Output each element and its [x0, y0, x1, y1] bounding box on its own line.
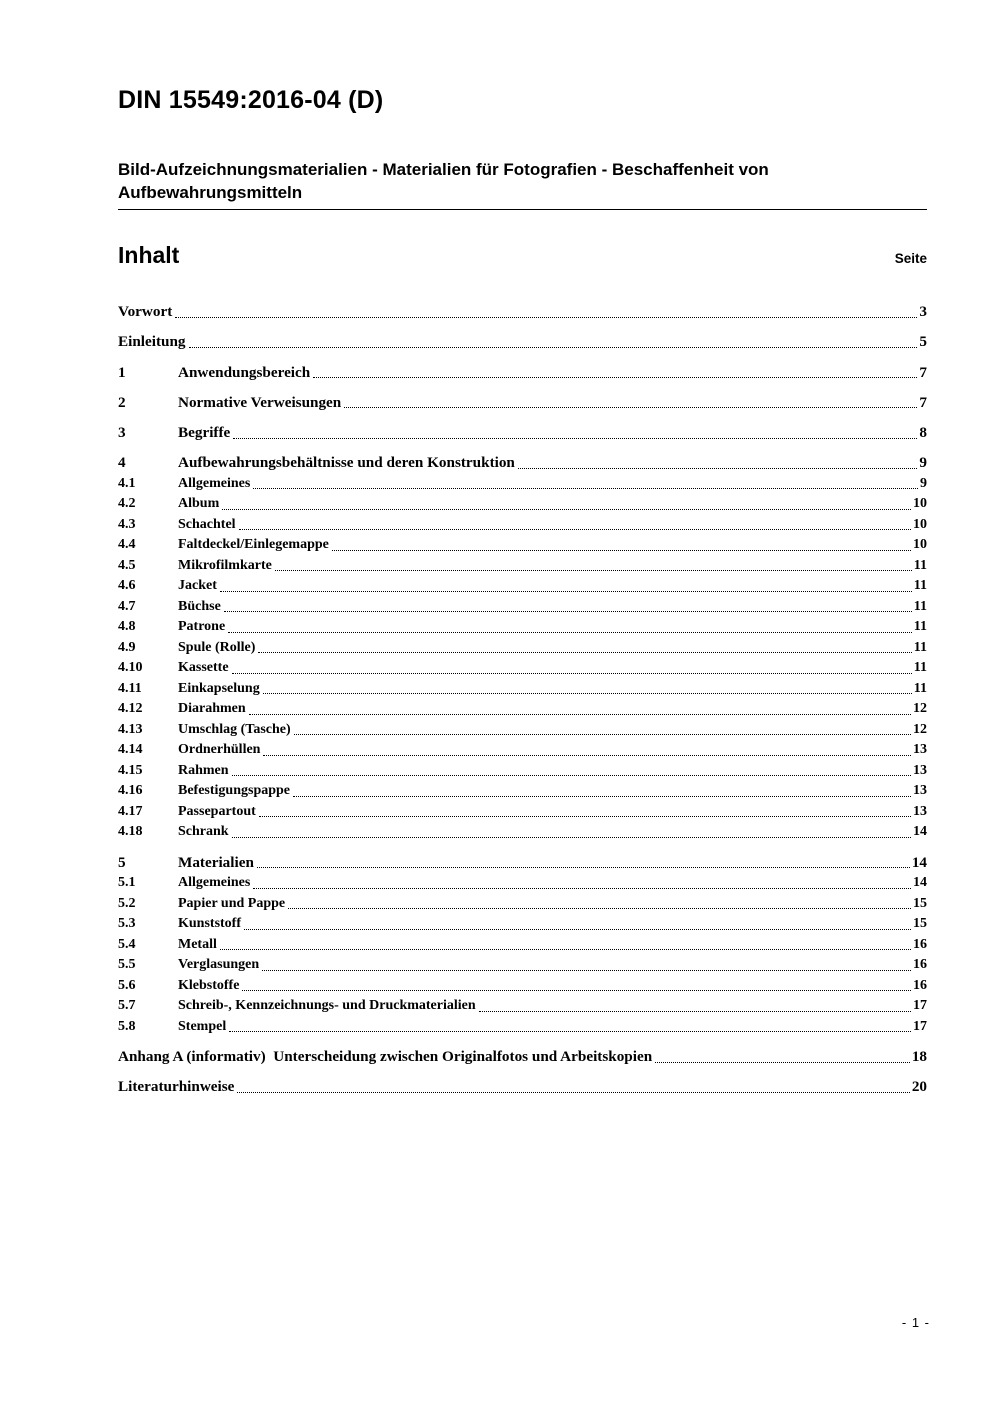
- toc-entry-label: Patrone: [178, 619, 226, 635]
- toc-entry-number: 4.8: [118, 619, 136, 635]
- toc-entry-number: 5.8: [118, 1018, 136, 1034]
- toc-entry-label: Spule (Rolle): [178, 639, 256, 655]
- toc-entry-page: 15: [913, 895, 927, 911]
- toc-leader-dots: [239, 529, 911, 530]
- toc-leader-dots: [288, 908, 911, 909]
- toc-entry-label: Schrank: [178, 824, 229, 840]
- toc-entry: [118, 873, 927, 894]
- toc-entry-page: 15: [913, 916, 927, 932]
- toc-entry-page: 13: [913, 783, 927, 799]
- toc-entry: [118, 761, 927, 782]
- toc-leader-dots: [175, 317, 917, 318]
- toc-entry-page: 16: [913, 957, 927, 973]
- toc-entry-page: 12: [913, 721, 927, 737]
- toc-entry: [118, 781, 927, 802]
- toc-entry: [118, 638, 927, 659]
- toc-leader-dots: [263, 693, 912, 694]
- toc-entry-number: 5.5: [118, 957, 136, 973]
- toc-entry-number: 4: [118, 454, 126, 472]
- toc-entry-number: 4.7: [118, 598, 136, 614]
- toc-entry-page: 11: [913, 619, 927, 635]
- toc-leader-dots: [259, 816, 911, 817]
- toc-entry-number: 5.7: [118, 998, 136, 1014]
- toc-entry-page: 13: [913, 742, 927, 758]
- toc-entry-number: 5.2: [118, 895, 136, 911]
- toc-entry-label: Mikrofilmkarte: [178, 557, 272, 573]
- toc-leader-dots: [220, 591, 912, 592]
- toc-entry-label: Begriffe: [178, 424, 231, 442]
- toc-entry: [118, 955, 927, 976]
- toc-entry-number: 2: [118, 393, 126, 411]
- toc-entry: [118, 494, 927, 515]
- toc-entry: [118, 658, 927, 679]
- toc-entry-page: 10: [913, 496, 927, 512]
- toc-entry-number: 4.12: [118, 701, 143, 717]
- toc-entry-number: 4.18: [118, 824, 143, 840]
- toc-leader-dots: [249, 714, 911, 715]
- toc-leader-dots: [313, 377, 917, 378]
- toc-entry: [118, 1047, 927, 1068]
- toc-entry: [118, 535, 927, 556]
- toc-entry-page: 11: [913, 578, 927, 594]
- toc-leader-dots: [224, 611, 912, 612]
- toc-entry-label: Metall: [178, 936, 217, 952]
- toc-entry-label: Klebstoffe: [178, 977, 240, 993]
- toc-entry-page: 14: [913, 824, 927, 840]
- toc-entry: [118, 822, 927, 843]
- toc-entry-label: Befestigungspappe: [178, 783, 291, 799]
- toc-entry-page: 7: [919, 363, 927, 381]
- toc-entry-page: 13: [913, 803, 927, 819]
- toc-leader-dots: [232, 673, 912, 674]
- toc-entry-number: 5: [118, 853, 126, 871]
- toc-entry-label: Stempel: [178, 1018, 227, 1034]
- toc-entry-number: 4.11: [118, 680, 142, 696]
- toc-entry-label: Allgemeines: [178, 875, 251, 891]
- toc-entry: [118, 740, 927, 761]
- toc-leader-dots: [229, 1031, 911, 1032]
- toc-entry-label: Passepartout: [178, 803, 256, 819]
- toc-entry: [118, 1017, 927, 1038]
- toc-entry: [118, 935, 927, 956]
- toc-entry-number: 4.6: [118, 578, 136, 594]
- toc-leader-dots: [253, 488, 918, 489]
- toc-leader-dots: [232, 775, 911, 776]
- toc-entry-label: Anhang A (informativ) Unterscheidung zwischen Originalfotos und Arbeitskopien: [118, 1048, 653, 1066]
- toc-entry-number: 4.13: [118, 721, 143, 737]
- toc-entry: [118, 976, 927, 997]
- toc-entry-page: 17: [913, 1018, 927, 1034]
- toc-leader-dots: [228, 632, 912, 633]
- toc-entry: [118, 617, 927, 638]
- toc-entry-label: Faltdeckel/Einlegemappe: [178, 537, 329, 553]
- toc-leader-dots: [244, 929, 911, 930]
- toc-entry-label: Vorwort: [118, 303, 173, 320]
- toc-entry-number: 5.3: [118, 916, 136, 932]
- toc-entry-number: 5.1: [118, 875, 136, 891]
- toc-entry-page: 18: [911, 1048, 927, 1066]
- toc-leader-dots: [332, 550, 911, 551]
- toc-entry-label: Normative Verweisungen: [178, 393, 342, 411]
- document-code: DIN 15549:2016-04 (D): [118, 86, 384, 114]
- toc-entry-number: 5.4: [118, 936, 136, 952]
- toc-leader-dots: [262, 970, 911, 971]
- toc-entry-page: 9: [920, 475, 927, 491]
- toc-entry-page: 7: [919, 393, 927, 411]
- toc-leader-dots: [294, 734, 911, 735]
- toc-entry-page: 16: [913, 936, 927, 952]
- toc-entry-label: Einleitung: [118, 333, 186, 351]
- toc-entry-label: Kassette: [178, 660, 229, 676]
- toc-leader-dots: [257, 867, 910, 868]
- toc-entry-label: Diarahmen: [178, 701, 246, 717]
- toc-entry-label: Verglasungen: [178, 957, 260, 973]
- toc-entry-number: 4.9: [118, 639, 136, 655]
- toc-entry-label: Allgemeines: [178, 475, 251, 491]
- toc-entry: [118, 332, 927, 353]
- toc-entry: [118, 576, 927, 597]
- toc-entry: [118, 679, 927, 700]
- toc-entry: [118, 802, 927, 823]
- toc-entry-number: 1: [118, 363, 126, 381]
- toc-entry-page: 3: [919, 303, 927, 320]
- toc-entry: [118, 474, 927, 495]
- toc-leader-dots: [233, 438, 917, 439]
- toc-leader-dots: [189, 347, 918, 348]
- toc-entry-number: 4.3: [118, 516, 136, 532]
- toc-entry-page: 16: [913, 977, 927, 993]
- toc-entry-label: Schreib-, Kennzeichnungs- und Druckmaterialien: [178, 998, 476, 1014]
- toc-entry: [118, 894, 927, 915]
- toc-entry-number: 4.16: [118, 783, 143, 799]
- toc-entry-label: Schachtel: [178, 516, 236, 532]
- toc-entry-page: 17: [913, 998, 927, 1014]
- toc-entry-label: Büchse: [178, 598, 221, 614]
- toc-entry-number: 4.15: [118, 762, 143, 778]
- toc-entry-number: 4.2: [118, 496, 136, 512]
- toc-leader-dots: [275, 570, 912, 571]
- toc-leader-dots: [222, 509, 911, 510]
- toc-entry-page: 13: [913, 762, 927, 778]
- toc-entry-page: 12: [913, 701, 927, 717]
- toc-entry-number: 5.6: [118, 977, 136, 993]
- toc-leader-dots: [344, 407, 917, 408]
- toc-entry-page: 11: [913, 680, 927, 696]
- toc-entry-page: 11: [913, 639, 927, 655]
- toc-entry: [118, 393, 927, 414]
- toc-entry-label: Umschlag (Tasche): [178, 721, 291, 737]
- toc-entry-label: Jacket: [178, 578, 217, 594]
- toc-entry-label: Aufbewahrungsbehältnisse und deren Konstruktion: [178, 454, 515, 472]
- toc-entry-page: 8: [919, 424, 927, 442]
- toc-entry: [118, 699, 927, 720]
- toc-entry-page: 11: [913, 660, 927, 676]
- toc-entry-number: 4.5: [118, 557, 136, 573]
- toc-entry-number: 4.4: [118, 537, 136, 553]
- toc-entry-label: Materialien: [178, 853, 254, 871]
- toc-entry-page: 5: [919, 333, 927, 351]
- toc-entry-page: 10: [913, 537, 927, 553]
- toc-entry: [118, 556, 927, 577]
- toc-entry-number: 4.14: [118, 742, 143, 758]
- page-number-footer: - 1 -: [901, 1315, 930, 1330]
- document-title: Bild-Aufzeichnungsmaterialien - Materialien für Fotografien - Beschaffenheit von Aufbewahrungsmitteln: [118, 160, 769, 202]
- toc-header-row: [118, 242, 927, 269]
- toc-entry-page: 14: [911, 853, 927, 871]
- title-divider: [118, 209, 927, 210]
- toc-entry-page: 14: [913, 875, 927, 891]
- toc-entry-label: Rahmen: [178, 762, 229, 778]
- toc-leader-dots: [293, 796, 911, 797]
- toc-leader-dots: [479, 1011, 911, 1012]
- toc-entry: [118, 597, 927, 618]
- toc-entry-number: 4.10: [118, 660, 143, 676]
- toc-entry-page: 9: [919, 454, 927, 472]
- toc-entry: [118, 363, 927, 384]
- toc-leader-dots: [258, 652, 911, 653]
- toc-entry: [118, 996, 927, 1017]
- toc-entry-label: Kunststoff: [178, 916, 242, 932]
- toc-entry-label: Einkapselung: [178, 680, 260, 696]
- toc-leader-dots: [220, 949, 911, 950]
- toc-entry: [118, 453, 927, 474]
- toc-entry: [118, 423, 927, 444]
- toc-heading: Inhalt: [118, 242, 180, 268]
- toc-entry-page: 10: [913, 516, 927, 532]
- toc-leader-dots: [655, 1062, 910, 1063]
- toc-entry-label: Ordnerhüllen: [178, 742, 261, 758]
- toc-entry: [118, 1077, 927, 1098]
- toc-entry: [118, 302, 927, 323]
- toc-page-column-label: Seite: [894, 251, 927, 266]
- toc-leader-dots: [518, 468, 918, 469]
- toc-entry: [118, 720, 927, 741]
- toc-entry-label: Anwendungsbereich: [178, 363, 311, 381]
- toc-entry-label: Album: [178, 496, 220, 512]
- toc-entry: [118, 914, 927, 935]
- toc-entry-number: 4.17: [118, 803, 143, 819]
- toc-entry-page: 20: [911, 1078, 927, 1096]
- toc-leader-dots: [253, 888, 911, 889]
- toc-entry: [118, 515, 927, 536]
- toc-entry-label: Literaturhinweise: [118, 1078, 235, 1096]
- toc-entry-number: 3: [118, 424, 126, 442]
- toc-leader-dots: [237, 1092, 909, 1093]
- table-of-contents: [118, 302, 927, 1098]
- toc-entry-label: Papier und Pappe: [178, 895, 286, 911]
- toc-entry-number: 4.1: [118, 475, 136, 491]
- toc-entry: [118, 853, 927, 874]
- toc-leader-dots: [263, 755, 911, 756]
- toc-entry-page: 11: [913, 598, 927, 614]
- toc-leader-dots: [232, 837, 911, 838]
- toc-leader-dots: [242, 990, 911, 991]
- toc-entry-page: 11: [913, 557, 927, 573]
